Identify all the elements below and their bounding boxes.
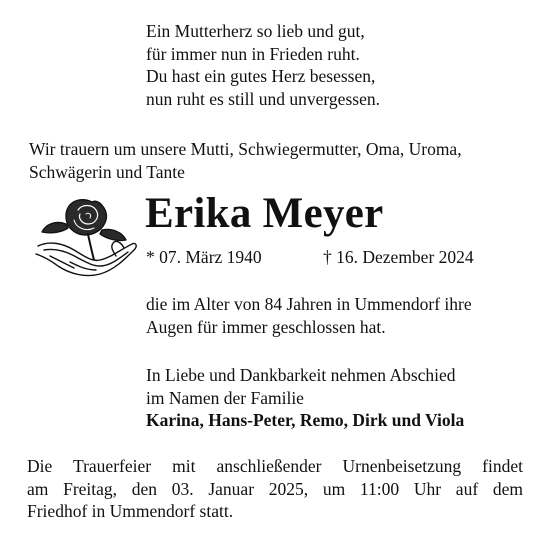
rose-in-hands-icon bbox=[30, 190, 140, 282]
passing-message bbox=[146, 293, 472, 338]
funeral-line: am Freitag, den 03. Januar 2025, um 11:00 Uhr auf dem bbox=[27, 478, 523, 499]
farewell-line: In Liebe und Dankbarkeit nehmen Abschied bbox=[146, 365, 456, 385]
poem bbox=[146, 20, 380, 110]
message-line: die im Alter von 84 Jahren in Ummendorf ihre bbox=[146, 294, 472, 314]
death-date: † 16. Dezember 2024 bbox=[323, 247, 474, 267]
mourning-intro bbox=[29, 138, 462, 183]
funeral-line: Friedhof in Ummendorf statt. bbox=[27, 501, 234, 521]
funeral-notice bbox=[27, 455, 523, 523]
poem-line: nun ruht es still und unvergessen. bbox=[146, 88, 380, 109]
funeral-line: Die Trauerfeier mit anschließender Urnenbeisetzung findet bbox=[27, 456, 523, 476]
deceased-name: Erika Meyer bbox=[145, 190, 384, 237]
poem-line: Du hast ein gutes Herz besessen, bbox=[146, 66, 376, 86]
family-names: Karina, Hans-Peter, Remo, Dirk und Viola bbox=[146, 410, 465, 430]
intro-line: Schwägerin und Tante bbox=[29, 161, 185, 182]
farewell-block bbox=[146, 364, 464, 432]
message-line: Augen für immer geschlossen hat. bbox=[146, 316, 386, 337]
farewell-line: im Namen der Familie bbox=[146, 387, 304, 408]
intro-line: Wir trauern um unsere Mutti, Schwiegermutter, Oma, Uroma, bbox=[29, 139, 462, 159]
poem-line: Ein Mutterherz so lieb und gut, bbox=[146, 21, 365, 41]
birth-date: * 07. März 1940 bbox=[146, 247, 262, 267]
poem-line: für immer nun in Frieden ruht. bbox=[146, 43, 360, 64]
